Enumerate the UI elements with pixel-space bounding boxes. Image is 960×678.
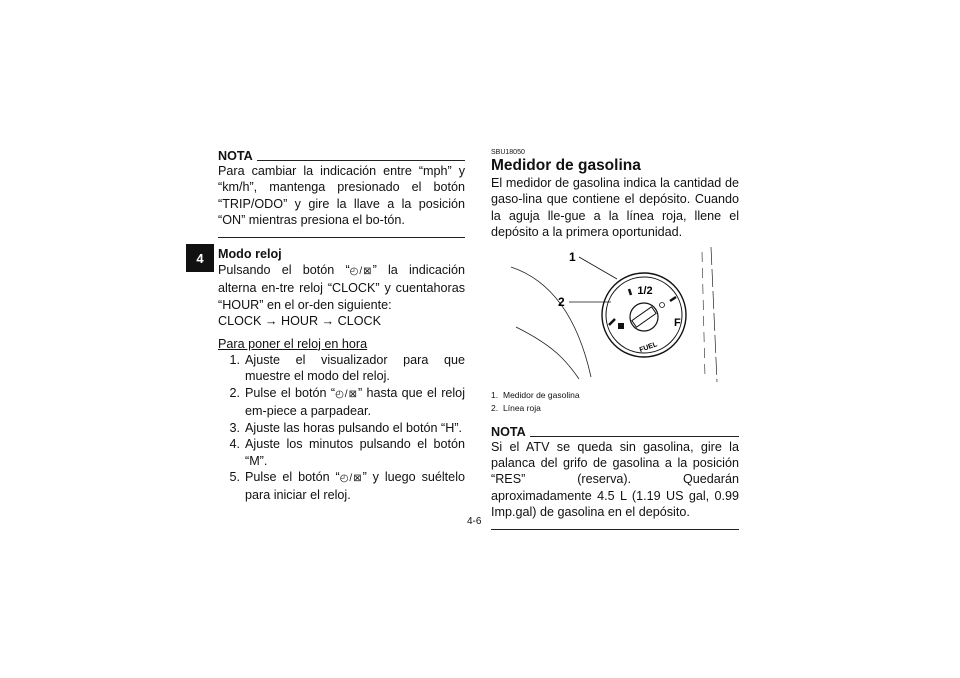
gauge-fuel-label: FUEL [638, 340, 659, 354]
clock-mode-heading: Modo reloj [218, 246, 282, 261]
nota-text: Para cambiar la indicación entre “mph” y “km/h”, mantenga presionado el botón “TRIP/ODO” y gire la llave a la posición “ON” mientras presiona el bo-tón. [218, 164, 465, 228]
gauge-half-label: 1/2 [637, 284, 653, 297]
fuel-pump-icon [618, 323, 624, 329]
divider [218, 237, 465, 238]
clock-button-icon: ◴/⊠ [339, 472, 363, 484]
list-item: 5. Pulse el botón “◴/⊠” y luego suéltelo para iniciar el reloj. [229, 469, 465, 503]
clock-button-icon: ◴/⊠ [335, 388, 358, 400]
list-item: 3. Ajuste las horas pulsando el botón “H”. [229, 420, 463, 435]
caption-item: 2. Línea roja [491, 402, 541, 413]
mode-sequence: CLOCK → HOUR → CLOCK [218, 314, 382, 329]
left-column [218, 149, 465, 504]
clock-text-pre: Pulsando el botón “ [218, 263, 350, 278]
nota-label: NOTA [491, 424, 526, 439]
figure-captions [491, 389, 739, 415]
divider [530, 436, 739, 437]
clock-text-post: ” la indicación alterna en-tre reloj “CLOCK” y cuentahoras “HOUR” en el or-den siguiente: [218, 263, 465, 312]
section-title: Medidor de gasolina [491, 157, 641, 174]
nota-heading [491, 425, 739, 439]
divider [257, 160, 465, 161]
caption-item: 1. Medidor de gasolina [491, 389, 580, 400]
steps-list [218, 352, 465, 504]
chapter-tab: 4 [186, 244, 214, 272]
divider [491, 529, 739, 530]
list-item: 2. Pulse el botón “◴/⊠” hasta que el reloj em-piece a parpadear. [229, 385, 465, 419]
section-body: El medidor de gasolina indica la cantidad de gaso-lina que contiene el depósito. Cuando la aguja lle-gue a la línea roja, llene el depósito a la primera oportunidad. [491, 176, 739, 240]
list-item: 4. Ajuste los minutos pulsando el botón “M”. [229, 437, 465, 468]
gauge-full-label: F [674, 316, 681, 329]
clock-mode-text [218, 262, 465, 313]
nota-text: Si el ATV se queda sin gasolina, gire la palanca del grifo de gasolina a la posición “RES” (reserva). Quedarán aproximadamente 4.5 L (1.19 US gal, 0.99 Imp.gal) de gasolina en el depósito. [491, 439, 739, 520]
fuel-gauge-illustration [491, 247, 739, 387]
fuel-gauge-figure [491, 247, 739, 387]
list-item: 1. Ajuste el visualizador para que muestre el modo del reloj. [229, 353, 465, 384]
set-clock-heading: Para poner el reloj en hora [218, 336, 368, 351]
section-code: SBU18050 [491, 149, 525, 156]
page-number: 4-6 [467, 516, 482, 527]
nota-heading [218, 149, 465, 163]
clock-button-icon: ◴/⊠ [349, 266, 373, 278]
right-column [491, 148, 739, 530]
nota-label: NOTA [218, 149, 253, 163]
callout-2: 2 [558, 294, 565, 309]
callout-1: 1 [569, 249, 576, 264]
